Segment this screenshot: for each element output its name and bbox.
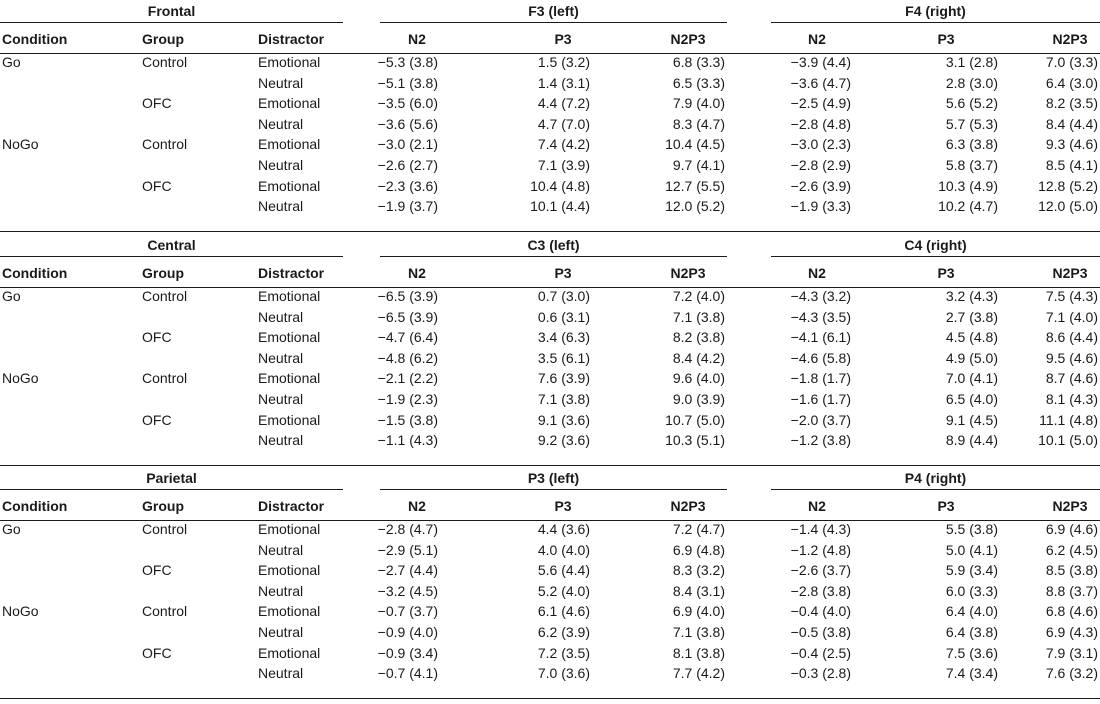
- value-cell: 10.2 (4.7): [938, 198, 998, 215]
- column-header-measure: N2: [408, 31, 426, 47]
- section-title-rule: [380, 256, 727, 257]
- group-cell: Control: [142, 54, 188, 70]
- section-left-site-title: F3 (left): [528, 3, 579, 19]
- value-cell: 3.5 (6.1): [537, 349, 590, 366]
- section-title-rule: [771, 489, 1100, 490]
- distractor-cell: Emotional: [258, 95, 321, 112]
- value-cell: 9.6 (4.0): [672, 370, 725, 387]
- column-header-condition: Condition: [2, 265, 68, 281]
- value-cell: −0.9 (4.0): [377, 624, 438, 640]
- value-cell: 12.0 (5.2): [665, 198, 725, 215]
- value-cell: 7.1 (3.8): [672, 624, 725, 640]
- distractor-cell: Neutral: [258, 157, 304, 173]
- section-title-rule: [771, 22, 1100, 23]
- value-cell: 8.5 (3.8): [1045, 562, 1098, 579]
- value-cell: 10.4 (4.8): [530, 177, 590, 194]
- distractor-cell: Neutral: [258, 198, 304, 215]
- value-cell: −6.5 (3.9): [377, 288, 438, 304]
- value-cell: 9.1 (4.5): [945, 411, 998, 428]
- value-cell: 6.8 (3.3): [672, 54, 725, 70]
- value-cell: 5.6 (5.2): [945, 95, 998, 112]
- column-header-distractor: Distractor: [258, 31, 325, 47]
- column-header-condition: Condition: [2, 31, 68, 47]
- value-cell: 9.0 (3.9): [672, 391, 725, 407]
- value-cell: 7.9 (3.1): [1045, 644, 1098, 661]
- column-header-measure: P3: [937, 265, 955, 281]
- value-cell: 7.9 (4.0): [672, 95, 725, 112]
- value-cell: 6.2 (3.9): [537, 624, 590, 640]
- value-cell: 8.4 (4.2): [672, 349, 725, 366]
- value-cell: −4.3 (3.5): [790, 308, 851, 325]
- value-cell: 4.4 (3.6): [537, 521, 590, 537]
- column-header-distractor: Distractor: [258, 265, 325, 281]
- value-cell: 10.7 (5.0): [665, 411, 725, 428]
- value-cell: 5.0 (4.1): [945, 541, 998, 558]
- value-cell: 5.8 (3.7): [945, 157, 998, 173]
- value-cell: −2.8 (2.9): [790, 157, 851, 173]
- value-cell: 7.7 (4.2): [672, 665, 725, 682]
- section-right-site-title: P4 (right): [904, 470, 967, 486]
- column-header-measure: N2P3: [1052, 31, 1088, 47]
- value-cell: 7.2 (4.7): [672, 521, 725, 537]
- value-cell: 8.3 (3.2): [672, 562, 725, 579]
- group-cell: OFC: [142, 95, 172, 112]
- value-cell: 8.4 (4.4): [1045, 115, 1098, 132]
- value-cell: 7.5 (3.6): [945, 644, 998, 661]
- group-cell: Control: [142, 288, 188, 304]
- value-cell: 4.4 (7.2): [537, 95, 590, 112]
- distractor-cell: Emotional: [258, 603, 321, 620]
- value-cell: −1.9 (3.7): [377, 198, 438, 215]
- value-cell: −0.9 (3.4): [377, 644, 438, 661]
- column-header-measure: N2P3: [670, 31, 706, 47]
- value-cell: 6.5 (3.3): [672, 74, 725, 91]
- distractor-cell: Emotional: [258, 521, 321, 537]
- condition-cell: Go: [2, 54, 21, 70]
- value-cell: −1.4 (4.3): [790, 521, 851, 537]
- group-cell: Control: [142, 136, 188, 153]
- value-cell: 10.3 (5.1): [665, 432, 725, 449]
- value-cell: −2.1 (2.2): [377, 370, 438, 387]
- value-cell: 7.6 (3.2): [1045, 665, 1098, 682]
- value-cell: −3.0 (2.3): [790, 136, 851, 153]
- value-cell: 8.2 (3.5): [1045, 95, 1098, 112]
- section-title-rule: [0, 489, 343, 490]
- value-cell: −1.9 (2.3): [377, 391, 438, 407]
- distractor-cell: Emotional: [258, 177, 321, 194]
- section-right-site-title: F4 (right): [905, 3, 966, 19]
- value-cell: −4.3 (3.2): [790, 288, 851, 304]
- value-cell: −4.6 (5.8): [790, 349, 851, 366]
- value-cell: 5.6 (4.4): [537, 562, 590, 579]
- column-header-measure: N2P3: [1052, 498, 1088, 514]
- value-cell: 8.8 (3.7): [1045, 582, 1098, 599]
- section-title-rule: [380, 489, 727, 490]
- column-header-measure: N2: [808, 265, 826, 281]
- value-cell: 8.2 (3.8): [672, 329, 725, 346]
- value-cell: 5.9 (3.4): [945, 562, 998, 579]
- distractor-cell: Emotional: [258, 54, 321, 70]
- column-header-measure: P3: [554, 498, 572, 514]
- value-cell: 9.7 (4.1): [672, 157, 725, 173]
- group-cell: OFC: [142, 177, 172, 194]
- section-left-site-title: P3 (left): [527, 470, 580, 486]
- value-cell: −2.9 (5.1): [377, 541, 438, 558]
- value-cell: −4.8 (6.2): [377, 349, 438, 366]
- column-header-condition: Condition: [2, 498, 68, 514]
- column-header-measure: P3: [554, 265, 572, 281]
- section-region-title: Frontal: [147, 3, 196, 19]
- value-cell: −3.6 (5.6): [377, 115, 438, 132]
- value-cell: 7.2 (4.0): [672, 288, 725, 304]
- condition-cell: Go: [2, 521, 21, 537]
- value-cell: 5.2 (4.0): [537, 582, 590, 599]
- value-cell: −4.7 (6.4): [377, 329, 438, 346]
- group-cell: OFC: [142, 644, 172, 661]
- value-cell: 7.1 (4.0): [1045, 308, 1098, 325]
- value-cell: 0.6 (3.1): [537, 308, 590, 325]
- value-cell: 7.1 (3.8): [537, 391, 590, 407]
- column-header-measure: N2: [808, 31, 826, 47]
- value-cell: 10.1 (4.4): [530, 198, 590, 215]
- distractor-cell: Neutral: [258, 308, 304, 325]
- value-cell: 10.3 (4.9): [938, 177, 998, 194]
- value-cell: 3.4 (6.3): [537, 329, 590, 346]
- section-title-rule: [771, 256, 1100, 257]
- value-cell: −1.1 (4.3): [377, 432, 438, 449]
- section-bottom-rule: [0, 231, 1100, 232]
- group-cell: Control: [142, 521, 188, 537]
- value-cell: 8.1 (4.3): [1045, 391, 1098, 407]
- value-cell: −1.8 (1.7): [790, 370, 851, 387]
- column-header-measure: N2: [408, 498, 426, 514]
- value-cell: −2.8 (3.8): [790, 582, 851, 599]
- value-cell: −0.4 (2.5): [790, 644, 851, 661]
- value-cell: 3.2 (4.3): [945, 288, 998, 304]
- value-cell: 8.1 (3.8): [672, 644, 725, 661]
- value-cell: −1.9 (3.3): [790, 198, 851, 215]
- value-cell: 9.5 (4.6): [1045, 349, 1098, 366]
- column-header-measure: N2: [808, 498, 826, 514]
- distractor-cell: Emotional: [258, 411, 321, 428]
- condition-cell: NoGo: [2, 136, 39, 153]
- column-header-measure: P3: [554, 31, 572, 47]
- value-cell: −1.2 (4.8): [790, 541, 851, 558]
- value-cell: −2.3 (3.6): [377, 177, 438, 194]
- distractor-cell: Emotional: [258, 562, 321, 579]
- group-cell: Control: [142, 603, 188, 620]
- section-left-site-title: C3 (left): [527, 237, 580, 253]
- value-cell: 4.0 (4.0): [537, 541, 590, 558]
- value-cell: −5.1 (3.8): [377, 74, 438, 91]
- value-cell: 1.4 (3.1): [537, 74, 590, 91]
- value-cell: −3.5 (6.0): [377, 95, 438, 112]
- distractor-cell: Emotional: [258, 288, 321, 304]
- value-cell: 5.5 (3.8): [945, 521, 998, 537]
- value-cell: −6.5 (3.9): [377, 308, 438, 325]
- condition-cell: NoGo: [2, 370, 39, 387]
- value-cell: −3.2 (4.5): [377, 582, 438, 599]
- value-cell: 4.5 (4.8): [945, 329, 998, 346]
- value-cell: 10.1 (5.0): [1038, 432, 1098, 449]
- value-cell: 7.1 (3.9): [537, 157, 590, 173]
- column-header-group: Group: [142, 265, 184, 281]
- value-cell: 5.7 (5.3): [945, 115, 998, 132]
- value-cell: 12.7 (5.5): [665, 177, 725, 194]
- value-cell: 4.9 (5.0): [945, 349, 998, 366]
- distractor-cell: Neutral: [258, 74, 304, 91]
- value-cell: −0.3 (2.8): [790, 665, 851, 682]
- value-cell: 7.0 (3.6): [537, 665, 590, 682]
- value-cell: 0.7 (3.0): [537, 288, 590, 304]
- value-cell: 8.6 (4.4): [1045, 329, 1098, 346]
- value-cell: 6.4 (4.0): [945, 603, 998, 620]
- value-cell: 11.1 (4.8): [1039, 411, 1098, 428]
- group-cell: OFC: [142, 329, 172, 346]
- value-cell: 7.4 (3.4): [945, 665, 998, 682]
- value-cell: −2.0 (3.7): [790, 411, 851, 428]
- value-cell: −1.5 (3.8): [377, 411, 438, 428]
- group-cell: OFC: [142, 562, 172, 579]
- value-cell: 12.0 (5.0): [1038, 198, 1098, 215]
- section-bottom-rule: [0, 698, 1100, 699]
- value-cell: −1.2 (3.8): [790, 432, 851, 449]
- value-cell: 8.5 (4.1): [1045, 157, 1098, 173]
- distractor-cell: Emotional: [258, 329, 321, 346]
- value-cell: −2.5 (4.9): [790, 95, 851, 112]
- value-cell: 8.4 (3.1): [672, 582, 725, 599]
- value-cell: −0.7 (4.1): [377, 665, 438, 682]
- value-cell: 1.5 (3.2): [537, 54, 590, 70]
- value-cell: −2.6 (2.7): [377, 157, 438, 173]
- value-cell: 6.9 (4.8): [672, 541, 725, 558]
- value-cell: −5.3 (3.8): [377, 54, 438, 70]
- value-cell: 12.8 (5.2): [1038, 177, 1098, 194]
- value-cell: −3.6 (4.7): [790, 74, 851, 91]
- value-cell: 6.8 (4.6): [1045, 603, 1098, 620]
- condition-cell: Go: [2, 288, 21, 304]
- value-cell: 6.1 (4.6): [537, 603, 590, 620]
- distractor-cell: Neutral: [258, 391, 304, 407]
- value-cell: 6.9 (4.3): [1045, 624, 1098, 640]
- value-cell: 3.1 (2.8): [945, 54, 998, 70]
- distractor-cell: Neutral: [258, 432, 304, 449]
- distractor-cell: Emotional: [258, 370, 321, 387]
- column-header-group: Group: [142, 498, 184, 514]
- section-title-rule: [0, 256, 343, 257]
- condition-cell: NoGo: [2, 603, 39, 620]
- value-cell: −0.4 (4.0): [790, 603, 851, 620]
- value-cell: 6.5 (4.0): [945, 391, 998, 407]
- value-cell: −3.0 (2.1): [377, 136, 438, 153]
- distractor-cell: Neutral: [258, 665, 304, 682]
- column-header-measure: N2: [408, 265, 426, 281]
- value-cell: −4.1 (6.1): [790, 329, 851, 346]
- distractor-cell: Neutral: [258, 115, 304, 132]
- distractor-cell: Neutral: [258, 624, 304, 640]
- value-cell: −2.8 (4.7): [377, 521, 438, 537]
- value-cell: 7.6 (3.9): [537, 370, 590, 387]
- section-title-rule: [380, 22, 727, 23]
- value-cell: 8.7 (4.6): [1045, 370, 1098, 387]
- value-cell: 7.0 (4.1): [945, 370, 998, 387]
- section-title-rule: [0, 22, 343, 23]
- column-header-measure: N2P3: [1052, 265, 1088, 281]
- value-cell: −2.8 (4.8): [790, 115, 851, 132]
- group-cell: Control: [142, 370, 188, 387]
- value-cell: 6.9 (4.6): [1045, 521, 1098, 537]
- value-cell: 2.8 (3.0): [945, 74, 998, 91]
- value-cell: 6.4 (3.8): [945, 624, 998, 640]
- distractor-cell: Neutral: [258, 541, 304, 558]
- distractor-cell: Neutral: [258, 349, 304, 366]
- value-cell: 7.1 (3.8): [672, 308, 725, 325]
- value-cell: −2.6 (3.7): [790, 562, 851, 579]
- column-header-measure: N2P3: [670, 498, 706, 514]
- value-cell: 6.4 (3.0): [1045, 74, 1098, 91]
- value-cell: 7.2 (3.5): [537, 644, 590, 661]
- value-cell: 7.0 (3.3): [1045, 54, 1098, 70]
- distractor-cell: Emotional: [258, 136, 321, 153]
- value-cell: 6.0 (3.3): [945, 582, 998, 599]
- value-cell: −1.6 (1.7): [790, 391, 851, 407]
- value-cell: −2.6 (3.9): [790, 177, 851, 194]
- value-cell: 4.7 (7.0): [537, 115, 590, 132]
- value-cell: 6.3 (3.8): [945, 136, 998, 153]
- value-cell: 7.5 (4.3): [1045, 288, 1098, 304]
- value-cell: −0.5 (3.8): [790, 624, 851, 640]
- section-right-site-title: C4 (right): [904, 237, 967, 253]
- value-cell: −0.7 (3.7): [377, 603, 438, 620]
- column-header-measure: P3: [937, 31, 955, 47]
- column-header-measure: P3: [937, 498, 955, 514]
- value-cell: −2.7 (4.4): [377, 562, 438, 579]
- value-cell: 9.3 (4.6): [1045, 136, 1098, 153]
- distractor-cell: Emotional: [258, 644, 321, 661]
- section-region-title: Central: [147, 237, 196, 253]
- value-cell: 8.3 (4.7): [672, 115, 725, 132]
- value-cell: 10.4 (4.5): [665, 136, 725, 153]
- value-cell: 6.9 (4.0): [672, 603, 725, 620]
- distractor-cell: Neutral: [258, 582, 304, 599]
- column-header-group: Group: [142, 31, 184, 47]
- value-cell: 9.2 (3.6): [537, 432, 590, 449]
- value-cell: 7.4 (4.2): [537, 136, 590, 153]
- value-cell: −3.9 (4.4): [790, 54, 851, 70]
- section-bottom-rule: [0, 465, 1100, 466]
- value-cell: 8.9 (4.4): [945, 432, 998, 449]
- column-header-distractor: Distractor: [258, 498, 325, 514]
- value-cell: 2.7 (3.8): [945, 308, 998, 325]
- group-cell: OFC: [142, 411, 172, 428]
- section-region-title: Parietal: [146, 470, 197, 486]
- value-cell: 6.2 (4.5): [1045, 541, 1098, 558]
- column-header-measure: N2P3: [670, 265, 706, 281]
- value-cell: 9.1 (3.6): [537, 411, 590, 428]
